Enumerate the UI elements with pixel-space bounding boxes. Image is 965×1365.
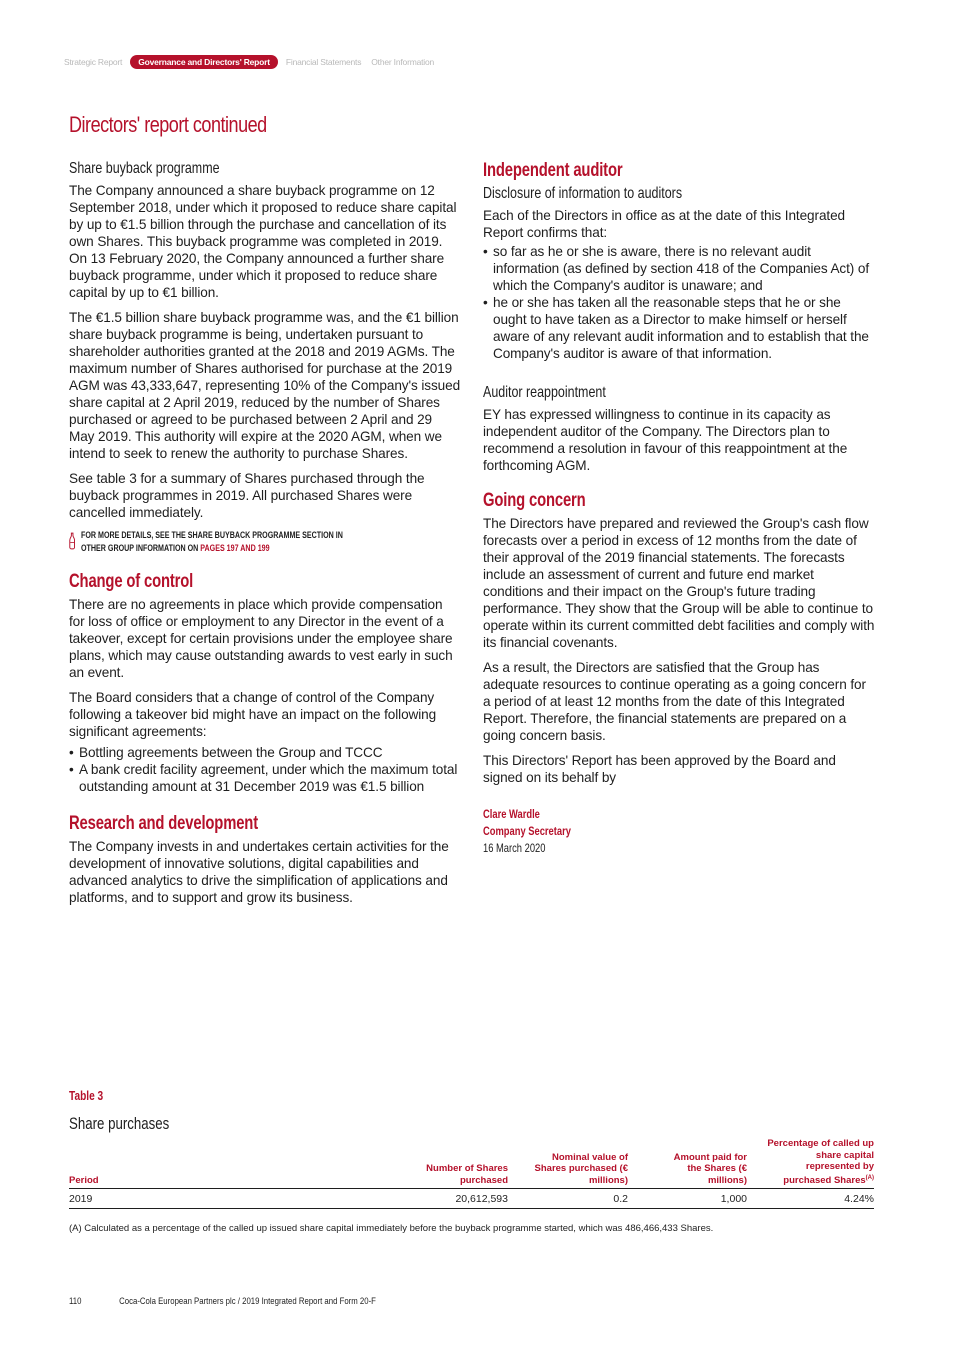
cell-percentage: 4.24% xyxy=(756,1189,874,1209)
list-item: • A bank credit facility agreement, under which the maximum total outstanding amount at 31 December 2019 was €1.5 billion xyxy=(69,761,461,795)
change-of-control-para-2: The Board considers that a change of control of the Company following a takeover bid might have an impact on the following significant agreements: xyxy=(69,690,437,739)
header-period: Period xyxy=(69,1138,369,1189)
header-nominal xyxy=(517,1138,637,1189)
going-concern-para-2: As a result, the Directors are satisfied that the Group has adequate resources to continue operating as a going concern for a period of at least 12 months from the date of this Integrated Report. Therefore, the financial statements are prepared on a going concern basis. xyxy=(483,660,866,743)
change-of-control-heading: Change of control xyxy=(69,571,194,592)
signature-block xyxy=(483,806,789,857)
reappointment-text: EY has expressed willingness to continue in its capacity as independent auditor of the Company. The Directors plan to recommend a resolution in favour of this reappointment at the forthcoming AGM. xyxy=(483,407,848,473)
change-of-control-para-1: There are no agreements in place which provide compensation for loss of office or employment to any Director in the event of a takeover, except for certain provisions under the employee share plans, which may cause outstanding awards to vest early in such an event. xyxy=(69,597,453,680)
header-shares-text: Number of Shares purchased xyxy=(426,1163,508,1186)
cell-period: 2019 xyxy=(69,1189,369,1209)
page-footer xyxy=(69,1296,376,1307)
bottle-icon xyxy=(69,531,75,551)
list-item: • he or she has taken all the reasonable steps that he or she ought to have taken as a Director to make himself or herself aware of any relevant audit information and to establish that the Company's auditor is aware of that information. xyxy=(483,294,875,362)
callout-body: FOR MORE DETAILS, SEE THE SHARE BUYBACK PROGRAMME SECTION IN OTHER GROUP INFORMATION ON xyxy=(81,530,344,554)
cell-amount: 1,000 xyxy=(637,1189,756,1209)
right-column xyxy=(483,160,875,857)
header-shares xyxy=(369,1138,517,1189)
going-concern-heading: Going concern xyxy=(483,490,586,511)
share-buyback-para-1: The Company announced a share buyback programme on 12 September 2018, under which it proposed to reduce share capital by up to €1.5 billion through the purchase and cancellation of its own Shares. This buyback programme was completed in 2019. On 13 February 2020, the Company announced a further share buyback programme, under which it proposed to reduce share capital by up to €1 billion. xyxy=(69,183,457,300)
auditor-confirmations xyxy=(483,243,875,362)
cell-nominal: 0.2 xyxy=(517,1189,637,1209)
header-percentage-footnote: (A) xyxy=(865,1174,874,1181)
independent-auditor-heading: Independent auditor xyxy=(483,160,623,181)
header-percentage-text: Percentage of called up share capital represented by purchased Shares xyxy=(767,1138,874,1186)
signature-date: 16 March 2020 xyxy=(483,841,546,855)
list-item: • Bottling agreements between the Group and TCCC xyxy=(69,744,461,761)
signatory-name: Clare Wardle xyxy=(483,807,540,821)
share-purchases-table xyxy=(69,1138,874,1209)
research-para: The Company invests in and undertakes certain activities for the development of innovative solutions, digital capabilities and advanced analytics to drive the simplification of applications and platforms, and to support and grow its business. xyxy=(69,839,449,905)
share-buyback-para-3: See table 3 for a summary of Shares purchased through the buyback programmes in 2019. All purchased Shares were cancelled immediately. xyxy=(69,471,425,520)
page-number: 110 xyxy=(69,1296,82,1307)
section-nav xyxy=(64,54,439,70)
share-purchases-table-section xyxy=(69,1088,874,1234)
signatory-role: Company Secretary xyxy=(483,824,571,838)
going-concern-para-3: This Directors' Report has been approved by the Board and signed on its behalf by xyxy=(483,753,836,785)
research-heading: Research and development xyxy=(69,813,258,834)
disclosure-heading: Disclosure of information to auditors xyxy=(483,185,683,202)
header-nominal-text: Nominal value of Shares purchased (€ millions) xyxy=(534,1151,628,1186)
share-buyback-heading: Share buyback programme xyxy=(69,160,220,177)
table-label: Table 3 xyxy=(69,1088,104,1103)
more-details-callout xyxy=(69,529,461,555)
going-concern-para-1: The Directors have prepared and reviewed the Group's cash flow forecasts over a period in excess of 12 months from the date of their approval of the 2019 financial statements. The forecasts include an assessment of current and future end market conditions and their impact on the Group's future trading performance. They show that the Group will be able to continue to operate within its current committed debt facilities and comply with its financial covenants. xyxy=(483,516,875,650)
callout-page-link[interactable]: PAGES 197 AND 199 xyxy=(200,543,270,554)
table-title: Share purchases xyxy=(69,1114,170,1133)
share-buyback-para-2: The €1.5 billion share buyback programme was, and the €1 billion share buyback programme is being, undertaken pursuant to shareholder authorities granted at the 2018 and 2019 AGMs. The maximum number of Shares authorised for purchase at the 2019 AGM was 43,333,647, representing 10% of the Company's issued share capital at 2 April 2019, reduced by the number of Shares purchased or agreed to be purchased between 2 April and 29 May 2019. This authority will expire at the 2020 AGM, when we intend to seek to renew the authority to purchase Shares. xyxy=(69,310,461,461)
header-amount-text: Amount paid for the Shares (€ millions) xyxy=(673,1151,747,1186)
callout-text xyxy=(81,529,366,555)
page-title: Directors' report continued xyxy=(69,112,267,137)
header-percentage xyxy=(756,1138,874,1189)
nav-governance-active[interactable]: Governance and Directors' Report xyxy=(130,55,278,69)
nav-financial-statements[interactable]: Financial Statements xyxy=(285,57,362,67)
table-footnote: (A) Calculated as a percentage of the called up issued share capital immediately before the buyback programme started, which was 486,466,433 Shares. xyxy=(69,1223,714,1235)
reappointment-heading: Auditor reappointment xyxy=(483,384,606,401)
header-amount xyxy=(637,1138,756,1189)
table-header-row xyxy=(69,1138,874,1189)
table-row xyxy=(69,1189,874,1209)
nav-other-information[interactable]: Other Information xyxy=(371,57,435,67)
list-item: • so far as he or she is aware, there is no relevant audit information (as defined by section 418 of the Companies Act) of which the Company's auditor is unaware; and xyxy=(483,243,875,294)
agreements-list xyxy=(69,744,461,795)
disclosure-intro: Each of the Directors in office as at the date of this Integrated Report confirms that: xyxy=(483,208,846,240)
cell-shares: 20,612,593 xyxy=(369,1189,517,1209)
left-column xyxy=(69,160,461,914)
nav-strategic-report[interactable]: Strategic Report xyxy=(64,57,123,67)
publication-title: Coca-Cola European Partners plc / 2019 Integrated Report and Form 20-F xyxy=(119,1296,376,1307)
